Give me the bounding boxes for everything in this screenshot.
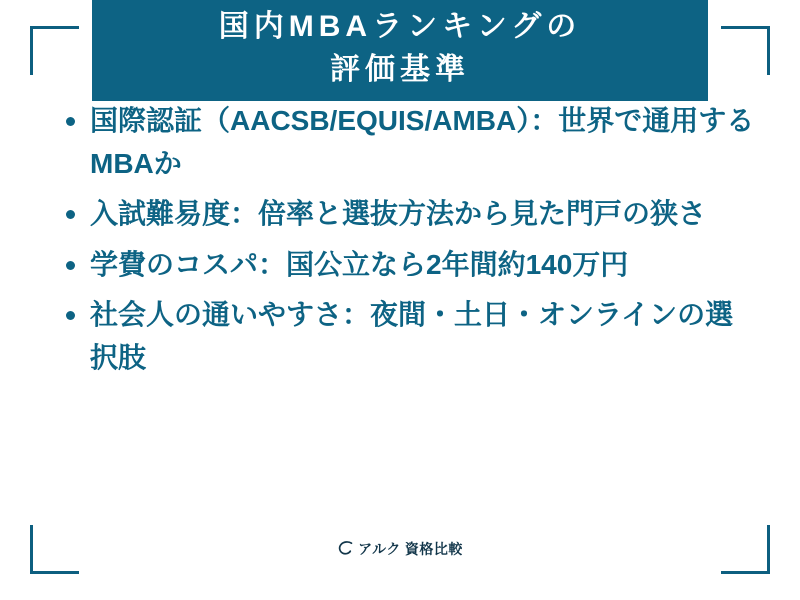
corner-bracket-top-right (721, 26, 770, 75)
corner-bracket-top-left (30, 26, 79, 75)
page-title-line-1: 国内MBAランキングの (218, 10, 582, 43)
brand-name: アルク (358, 540, 401, 557)
brand-logo (337, 539, 463, 559)
swoosh-mark-icon (337, 540, 354, 557)
page-title-line-2: 評価基準 (330, 52, 470, 86)
bullet-content (52, 100, 758, 387)
bullet-list (52, 100, 758, 379)
list-item: 入試難易度：倍率と選抜方法から見た門戸の狭さ (52, 193, 758, 236)
list-item: 国際認証（AACSB/EQUIS/AMBA）：世界で通用するMBAか (52, 100, 758, 185)
brand-subtitle: 資格比較 (404, 540, 463, 557)
title-band (92, 0, 708, 101)
footer (0, 539, 800, 563)
list-item: 社会人の通いやすさ：夜間・土日・オンラインの選択肢 (52, 294, 758, 379)
list-item: 学費のコスパ：国公立なら2年間約140万円 (52, 244, 758, 287)
